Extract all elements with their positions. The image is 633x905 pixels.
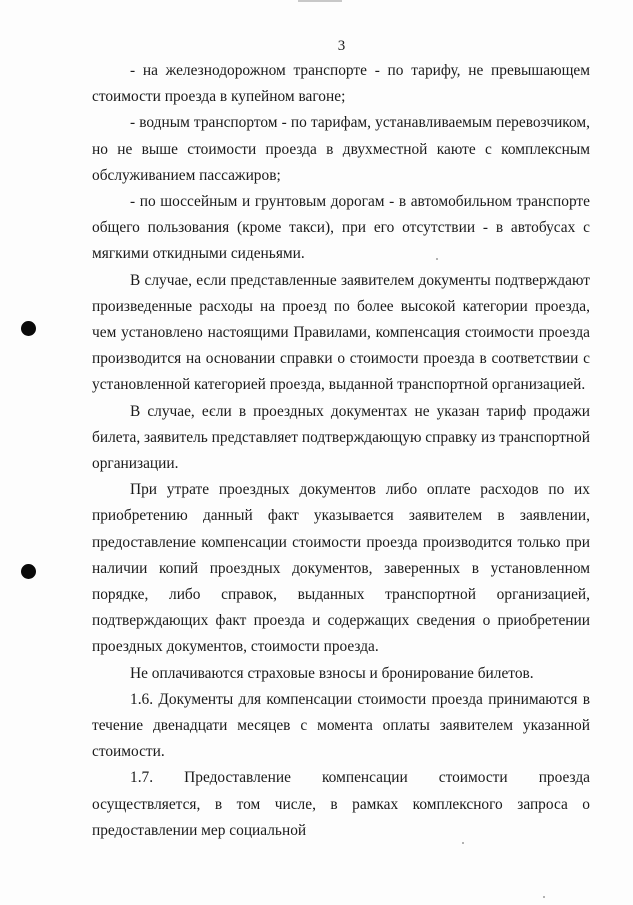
scan-speck <box>543 896 545 898</box>
punch-hole <box>21 564 36 579</box>
document-body <box>92 58 590 844</box>
paragraph: При утрате проездных документов либо оплате расходов по их приобретению данный факт указывается заявителем в заявлении, предоставление компенсации стоимости проезда производится только при наличии копий проездных документов, заверенных в установленном порядке, либо справок, выданных транспортной организацией, подтверждающих факт проезда и содержащих сведения о приобретении проездных документов, стоимости проезда. <box>92 481 590 656</box>
paragraph: - по шоссейным и грунтовым дорогам - в автомобильном транспорте общего пользования (кроме такси), при его отсутствии - в автобусах с мягкими откидными сиденьями. <box>92 193 590 263</box>
paragraph: - на железнодорожном транспорте - по тарифу, не превышающем стоимости проезда в купейном вагоне; <box>92 62 590 106</box>
paragraph: 1.6. Документы для компенсации стоимости проезда принимаются в течение двенадцати месяцев с момента оплаты заявителем указанной стоимости. <box>92 690 590 761</box>
paragraph: В случае, если в проездных документах не указан тариф продажи билета, заявитель представляет подтверждающую справку из транспортной организации. <box>92 402 590 473</box>
punch-hole <box>21 321 36 336</box>
paragraph: Не оплачиваются страховые взносы и бронирование билетов. <box>130 664 534 682</box>
page-number: 3 <box>337 38 346 54</box>
paragraph: 1.7. Предоставление компенсации стоимости проезда осуществляется, в том числе, в рамках комплексного запроса о предоставлении мер социальной <box>92 769 590 839</box>
paragraph: В случае, если представленные заявителем документы подтверждают произведенные расходы на проезд по более высокой категории проезда, чем установлено настоящими Правилами, компенсация стоимости проезда производится на основании справки о стоимости проезда в соответствии с установленной категорией проезда, выданной транспортной организацией. <box>92 271 590 394</box>
paragraph: - водным транспортом - по тарифам, устанавливаемым перевозчиком, но не выше стоимости проезда в двухместной каюте с комплексным обслуживанием пассажиров; <box>92 114 590 184</box>
scan-edge-mark <box>298 0 342 2</box>
